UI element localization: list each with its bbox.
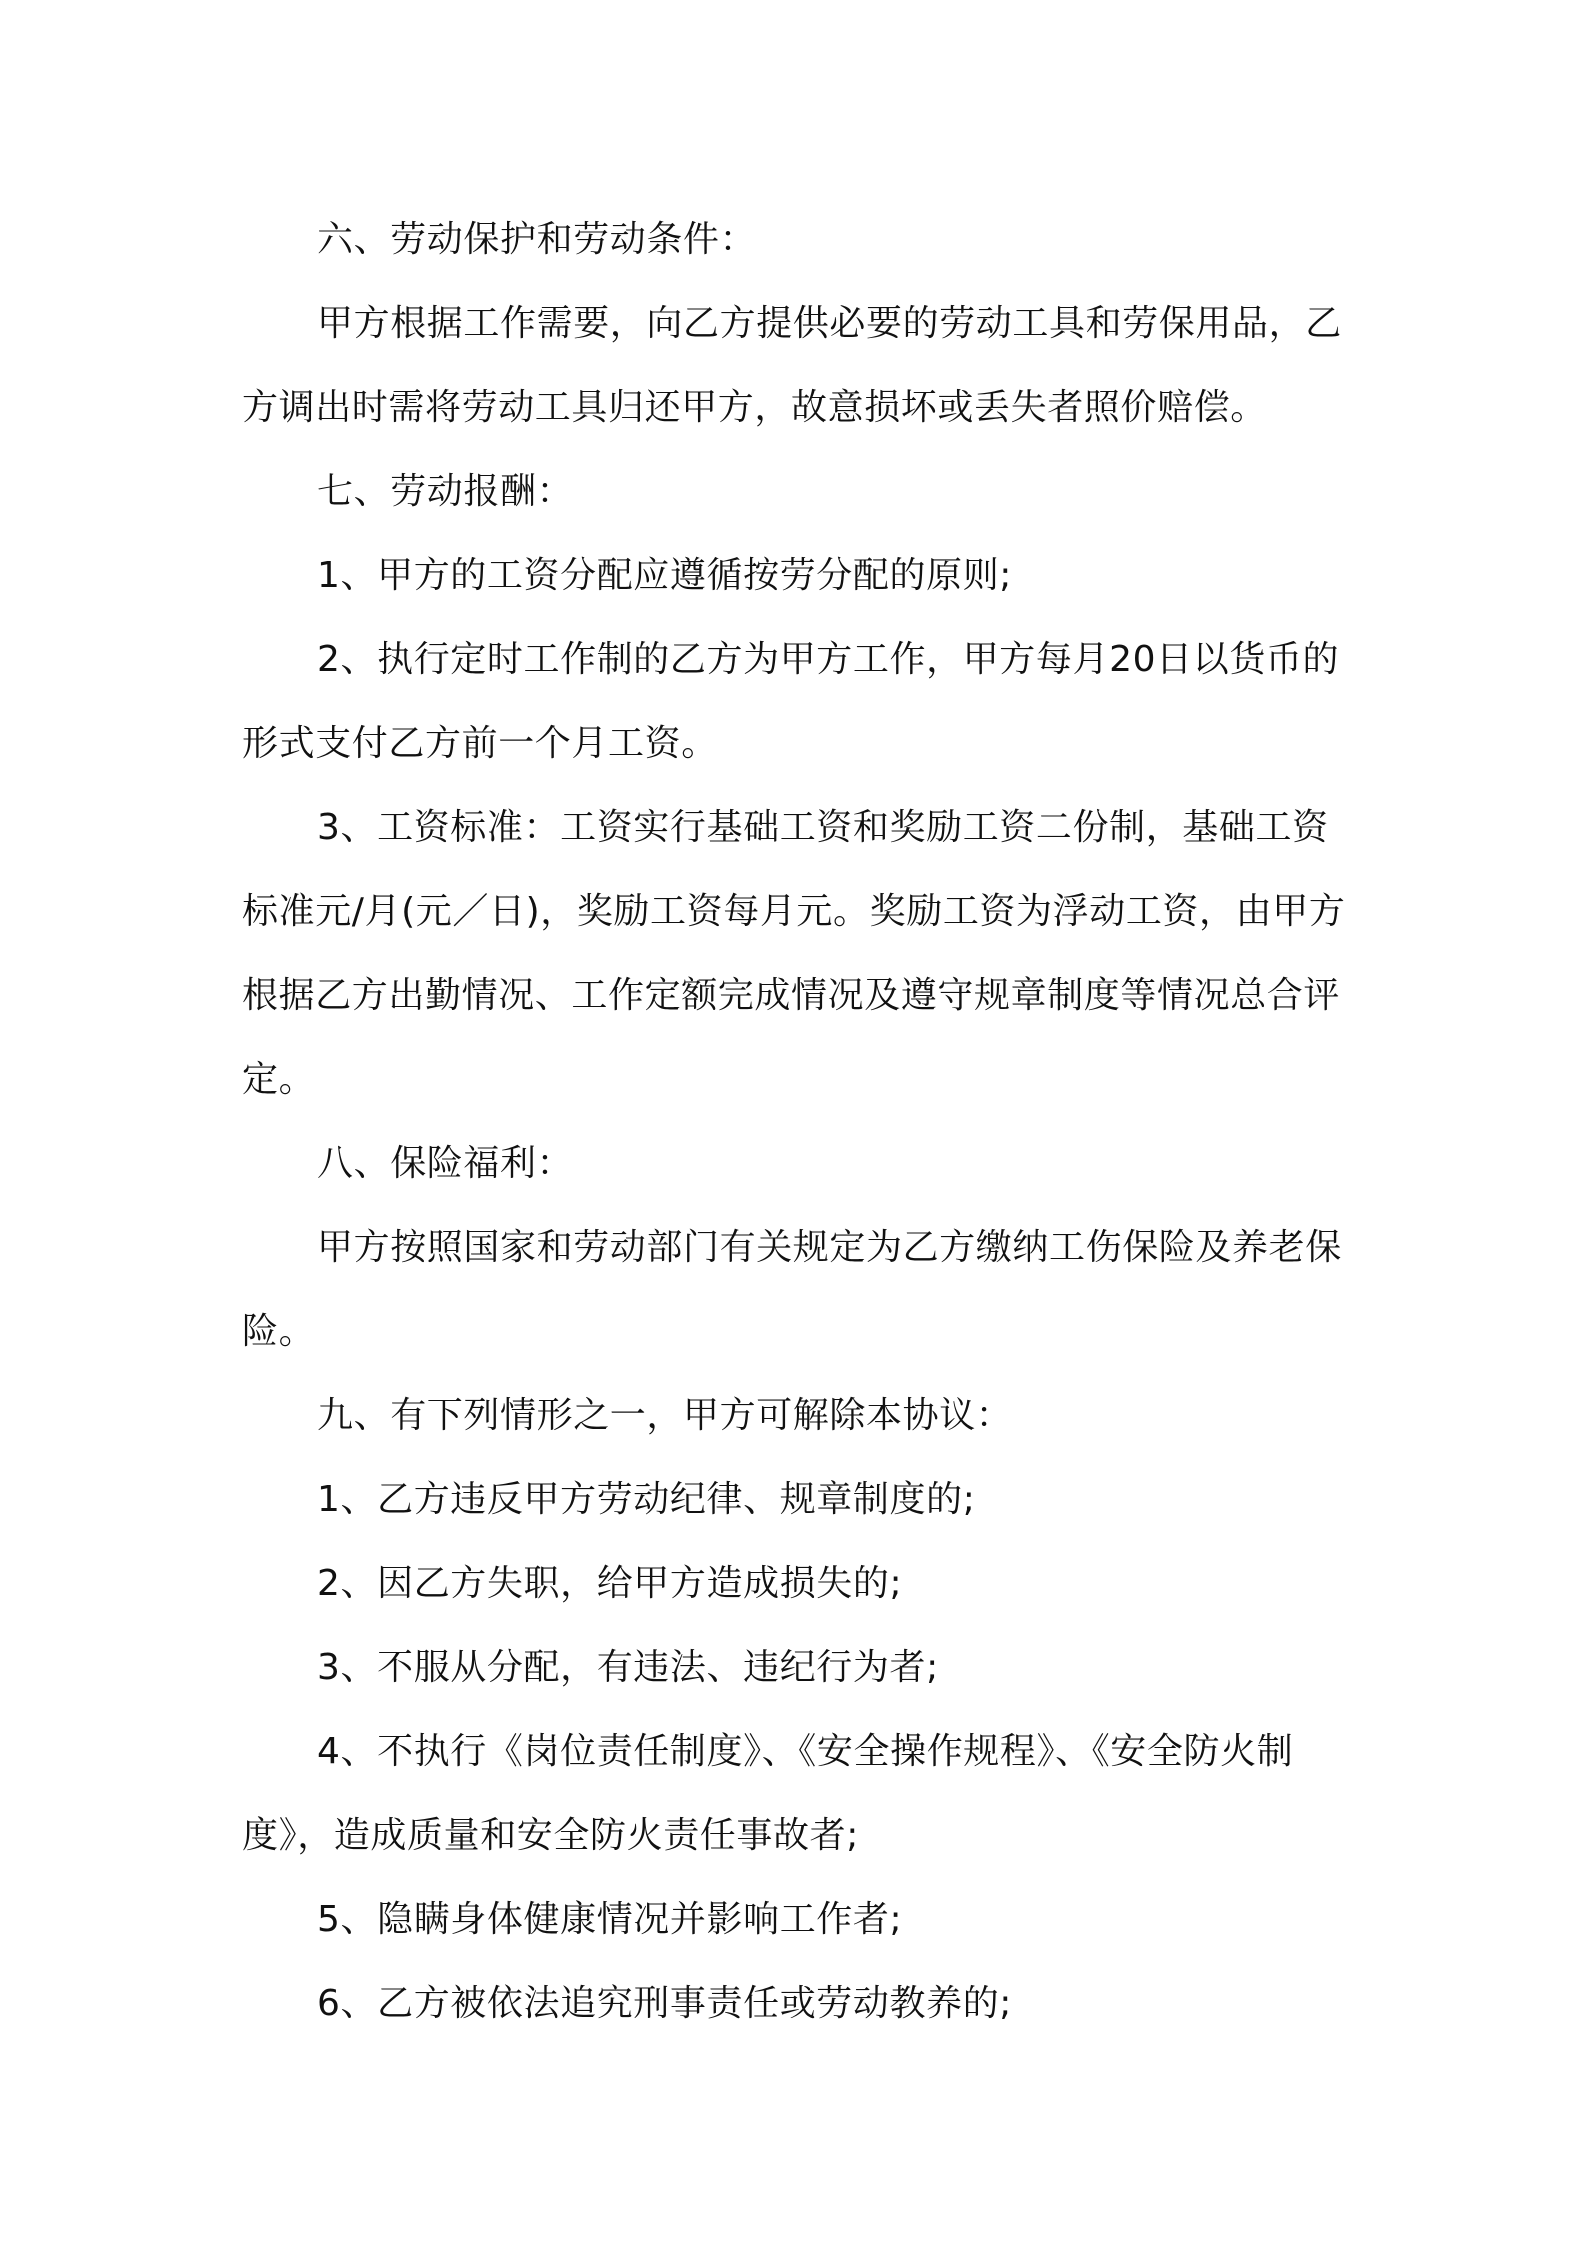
section-heading-remuneration: 七、劳动报酬： xyxy=(317,471,574,512)
list-item-termination-2: 2、因乙方失职，给甲方造成损失的; xyxy=(317,1563,903,1604)
list-item-termination-5: 5、隐瞒身体健康情况并影响工作者; xyxy=(317,1899,903,1940)
list-item-wage-principle: 1、甲方的工资分配应遵循按劳分配的原则; xyxy=(317,555,1013,596)
list-item-termination-3: 3、不服从分配，有违法、违纪行为者; xyxy=(317,1647,939,1688)
paragraph-labor-tools: 甲方根据工作需要，向乙方提供必要的劳动工具和劳保用品，乙方调出时需将劳动工具归还甲方，故意损坏或丢失者照价赔偿。 xyxy=(242,303,1342,428)
section-heading-insurance: 八、保险福利： xyxy=(317,1143,574,1184)
list-item-wage-standard: 3、工资标准：工资实行基础工资和奖励工资二份制，基础工资标准元/月(元／日)，奖励工资每月元。奖励工资为浮动工资，由甲方根据乙方出勤情况、工作定额完成情况及遵守规章制度等情况总合评定。 xyxy=(242,807,1346,1100)
document-body xyxy=(242,198,1362,2046)
list-item-wage-payment: 2、执行定时工作制的乙方为甲方工作，甲方每月20日以货币的形式支付乙方前一个月工资。 xyxy=(242,639,1340,764)
list-item-termination-6: 6、乙方被依法追究刑事责任或劳动教养的; xyxy=(317,1983,1013,2024)
list-item-termination-1: 1、乙方违反甲方劳动纪律、规章制度的; xyxy=(317,1479,976,1520)
list-item-termination-4: 4、不执行《岗位责任制度》、《安全操作规程》、《安全防火制度》，造成质量和安全防火责任事故者; xyxy=(242,1731,1294,1856)
paragraph-insurance: 甲方按照国家和劳动部门有关规定为乙方缴纳工伤保险及养老保险。 xyxy=(242,1227,1342,1352)
section-heading-labor-protection: 六、劳动保护和劳动条件： xyxy=(317,219,757,260)
section-heading-termination: 九、有下列情形之一，甲方可解除本协议： xyxy=(317,1395,1013,1436)
